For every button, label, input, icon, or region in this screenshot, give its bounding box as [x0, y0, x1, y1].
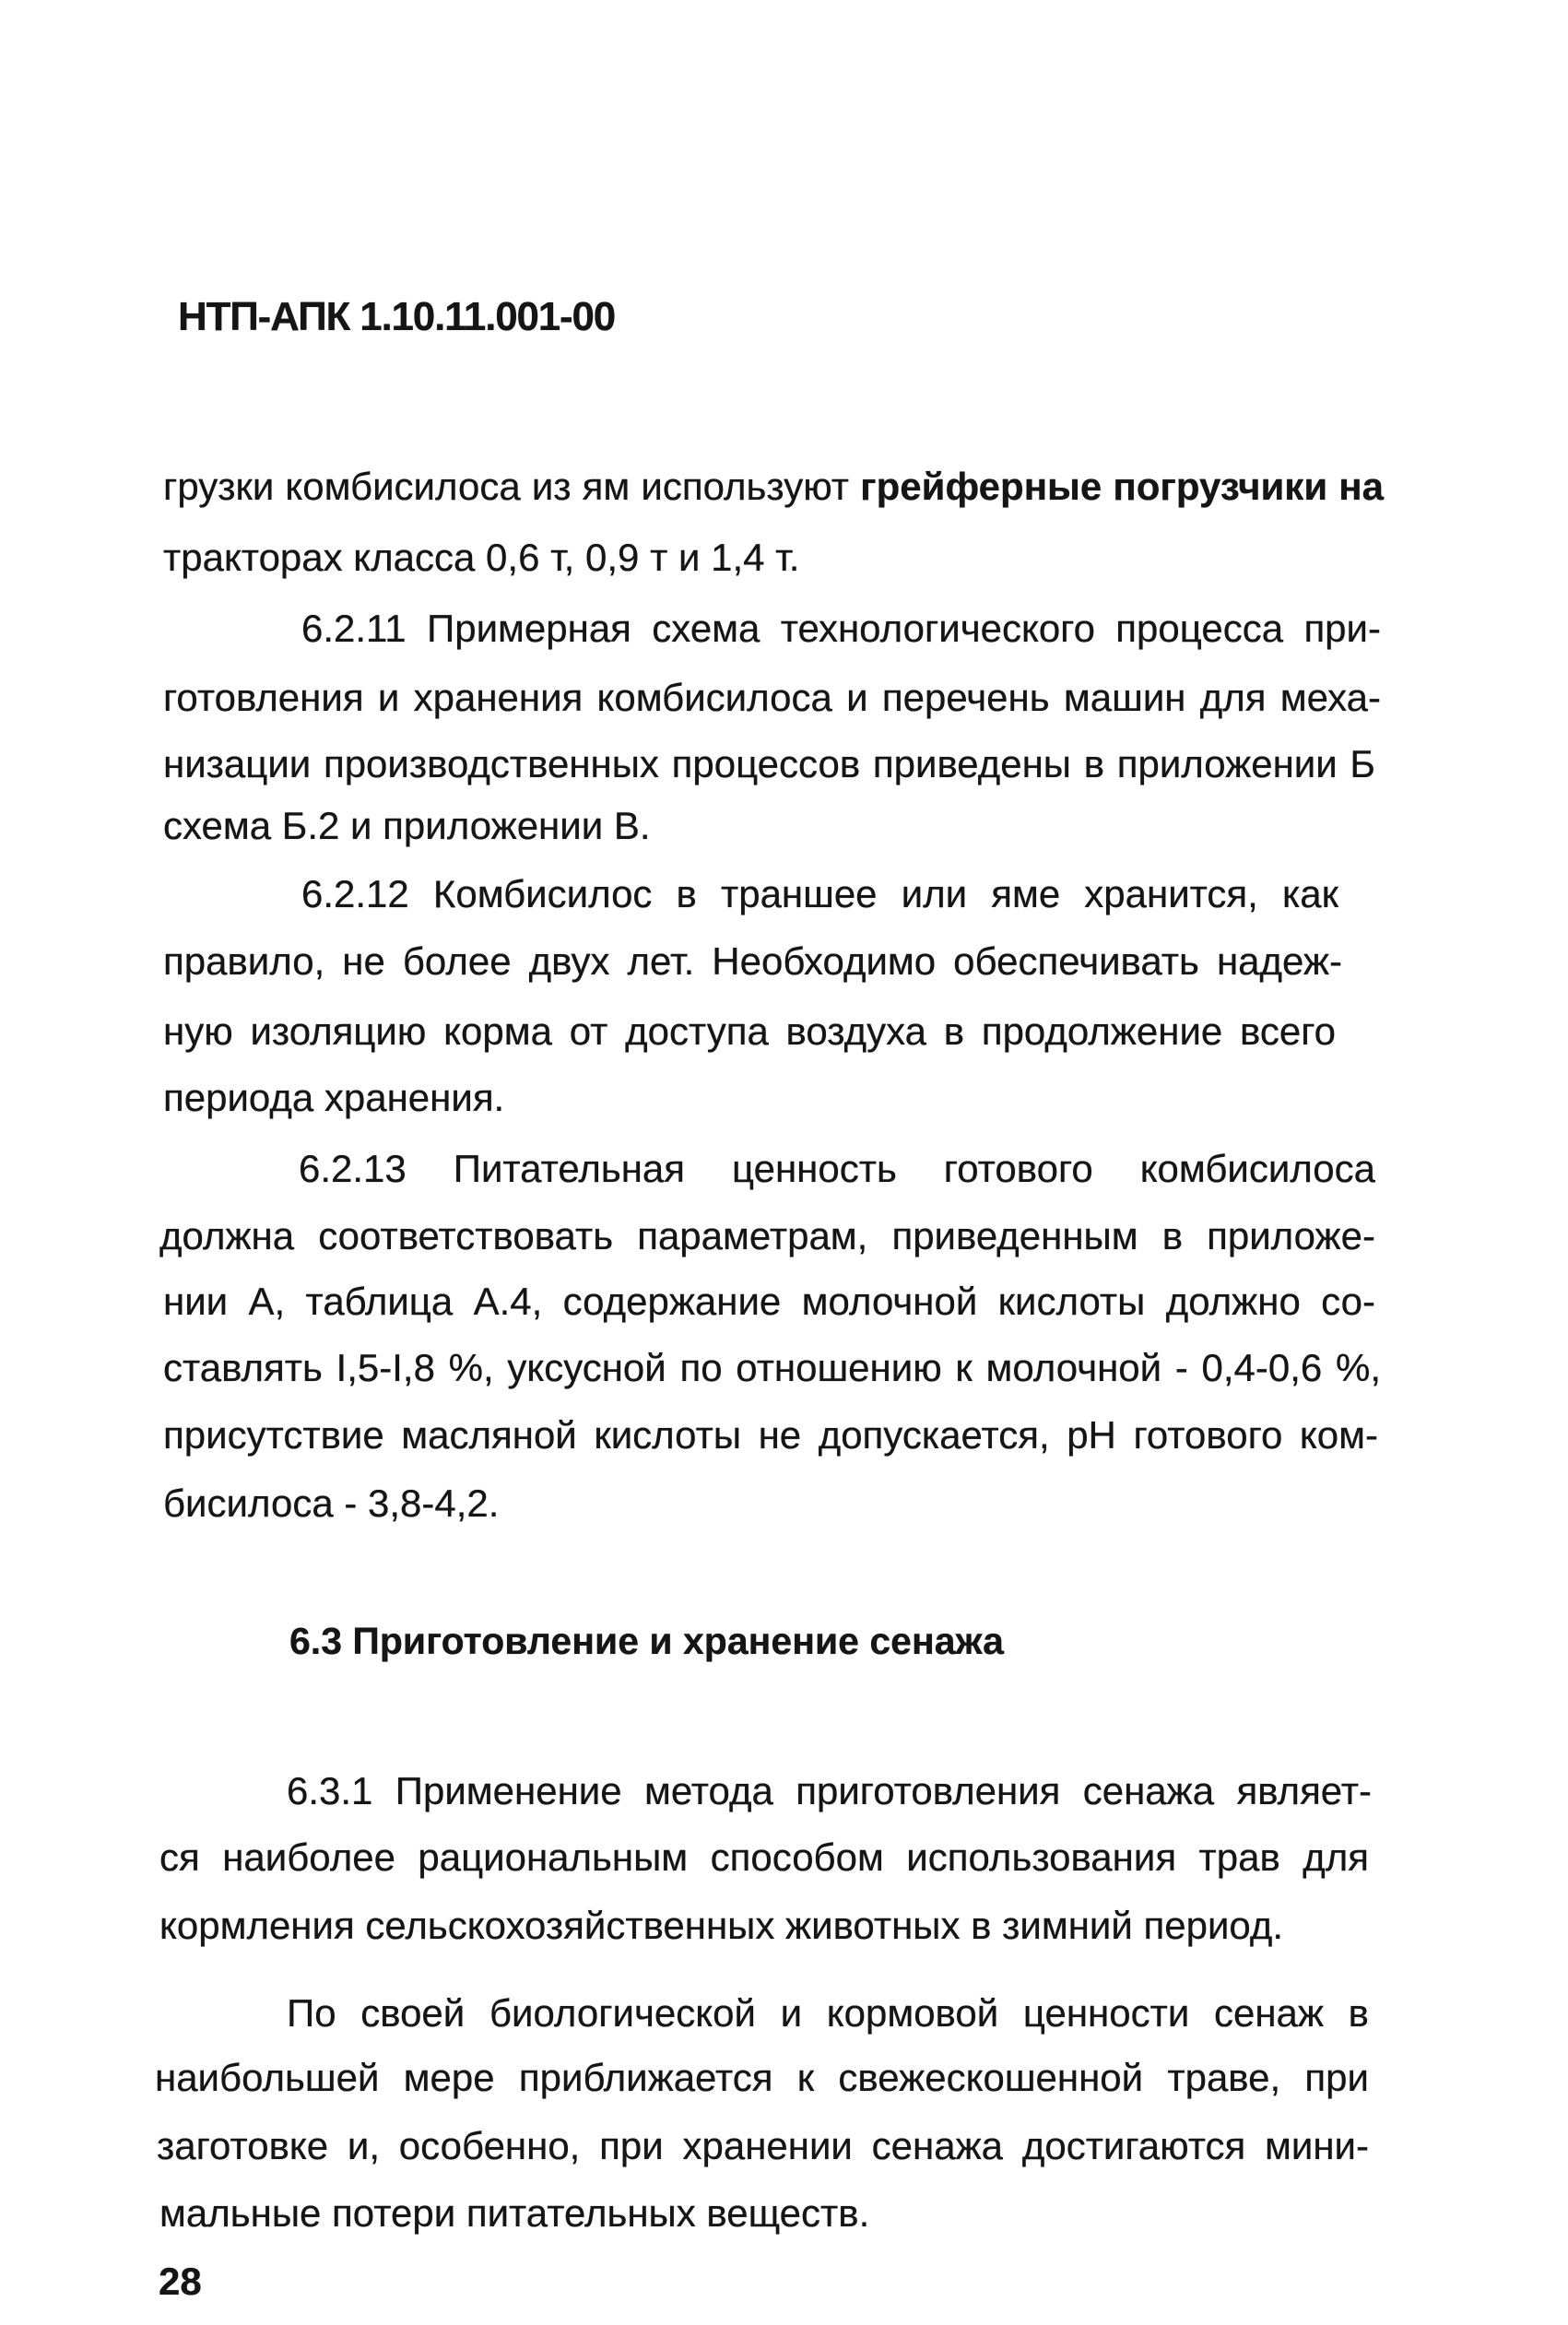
section-heading: 6.3 Приготовление и хранение сенажа — [289, 1620, 1004, 1662]
text-line: заготовке и, особенно, при хранении сенажа достигаются мини- — [157, 2124, 1369, 2167]
text-line: ную изоляцию корма от доступа воздуха в продолжение всего — [163, 1009, 1336, 1053]
document-code-header: НТП-АПК 1.10.11.001-00 — [178, 294, 616, 339]
text-line: 6.2.12 Комбисилос в траншее или яме хранится, как — [301, 872, 1338, 915]
text-line: кормления сельскохозяйственных животных в зимний период. — [159, 1904, 1284, 1947]
text-line: 6.3.1 Применение метода приготовления сенажа являет- — [287, 1769, 1372, 1812]
text-line: схема Б.2 и приложении В. — [163, 804, 651, 847]
text-line: низации производственных процессов приведены в приложении Б — [163, 742, 1375, 785]
text-line: нии А, таблица А.4, содержание молочной кислоты должно со- — [163, 1280, 1375, 1323]
text-line: готовления и хранения комбисилоса и перечень машин для меха- — [163, 676, 1381, 719]
text-line: бисилоса - 3,8-4,2. — [163, 1481, 500, 1525]
text-line: правило, не более двух лет. Необходимо обеспечивать надеж- — [163, 939, 1342, 983]
emphasized-text: грейферные погрузчики на — [860, 465, 1384, 508]
text-line: тракторах класса 0,6 т, 0,9 т и 1,4 т. — [163, 536, 800, 579]
text-line: присутствие масляной кислоты не допускается, pH готового ком- — [163, 1413, 1378, 1457]
text-line: По своей биологической и кормовой ценности сенаж в — [287, 1991, 1369, 2035]
text-line: ставлять I,5-I,8 %, уксусной по отношению к молочной - 0,4-0,6 %, — [163, 1346, 1381, 1389]
text-line: мальные потери питательных веществ. — [159, 2191, 870, 2235]
text-segment: грузки комбисилоса из ям используют — [163, 465, 850, 508]
page-number: 28 — [159, 2260, 202, 2303]
text-line: ся наиболее рациональным способом использования трав для — [159, 1835, 1369, 1879]
text-line: должна соответствовать параметрам, приведенным в приложе- — [159, 1214, 1375, 1257]
text-line: периода хранения. — [163, 1076, 505, 1119]
text-line: 6.2.11 Примерная схема технологического процесса при- — [301, 607, 1381, 650]
text-line — [163, 461, 1384, 513]
text-line: наибольшей мере приближается к свежескошенной траве, при — [155, 2056, 1369, 2099]
text-line: 6.2.13 Питательная ценность готового комбисилоса — [299, 1147, 1375, 1190]
